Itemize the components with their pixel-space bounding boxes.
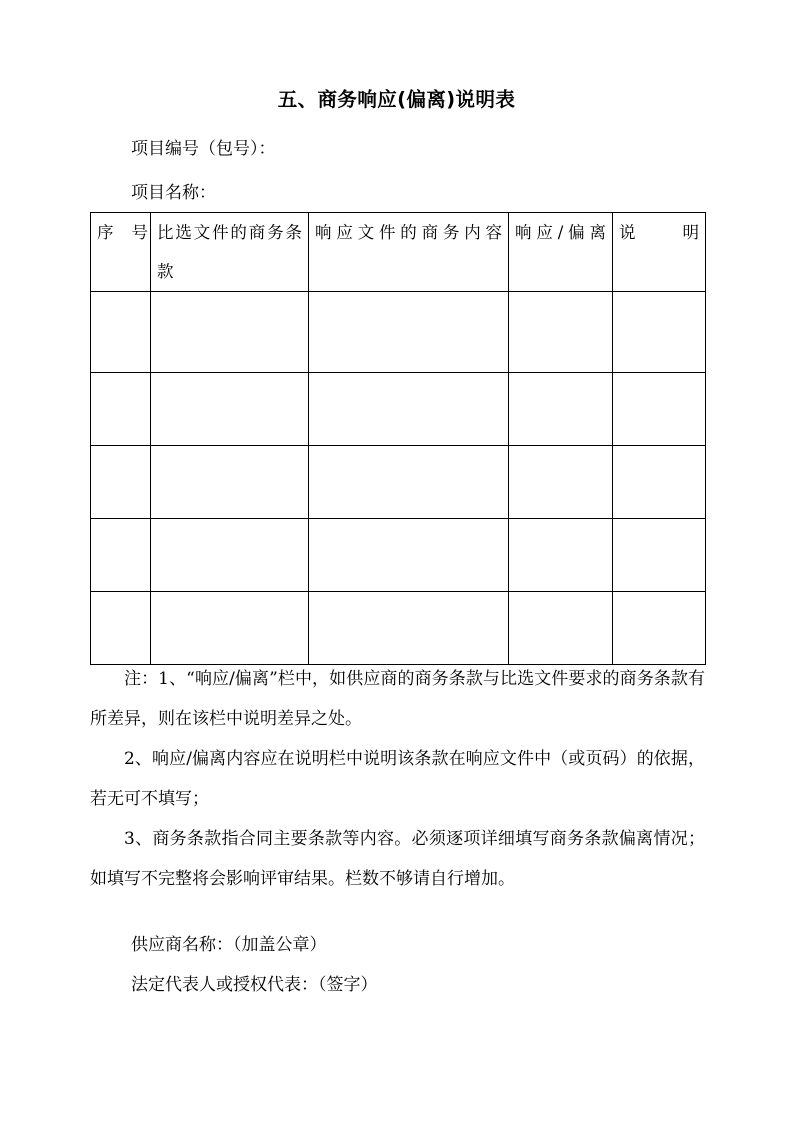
cell-no[interactable]	[91, 292, 151, 373]
cell-content[interactable]	[309, 592, 509, 665]
cell-content[interactable]	[309, 446, 509, 519]
table-header-label-no: 序号	[97, 223, 148, 242]
signature-supplier-name: 供应商名称：（加盖公章）	[131, 935, 327, 955]
signature-legal-representative: 法定代表人或授权代表：（签字）	[131, 975, 378, 995]
note-item-1: 注：1、“响应/偏离”栏中，如供应商的商务条款与比选文件要求的商务条款有所差异，则在该栏中说明差异之处。	[90, 669, 705, 729]
table-row	[91, 292, 706, 373]
table-header-cell-content	[309, 213, 509, 292]
table-row	[91, 446, 706, 519]
cell-note[interactable]	[613, 519, 706, 592]
cell-clause[interactable]	[151, 519, 309, 592]
cell-clause[interactable]	[151, 292, 309, 373]
field-project-number: 项目编号（包号）：	[131, 139, 276, 159]
field-project-name: 项目名称：	[131, 183, 216, 203]
note-item-3: 3、商务条款指合同主要条款等内容。必须逐项详细填写商务条款偏离情况；如填写不完整将会影响评审结果。栏数不够请自行增加。	[90, 829, 705, 889]
cell-clause[interactable]	[151, 592, 309, 665]
cell-note[interactable]	[613, 592, 706, 665]
signature-block	[131, 925, 378, 1005]
table-header-label-deviation: 响应/偏离	[515, 223, 606, 242]
table-row	[91, 373, 706, 446]
cell-deviation[interactable]	[509, 292, 613, 373]
notes-section	[90, 659, 705, 899]
table-header-row	[91, 213, 706, 292]
table-header-cell-deviation	[509, 213, 613, 292]
table-header-label-content: 响应文件的商务内容	[315, 223, 502, 242]
cell-no[interactable]	[91, 592, 151, 665]
cell-no[interactable]	[91, 519, 151, 592]
table-row	[91, 592, 706, 665]
cell-content[interactable]	[309, 373, 509, 446]
page-title: 五、商务响应(偏离)说明表	[277, 88, 516, 111]
cell-content[interactable]	[309, 519, 509, 592]
cell-deviation[interactable]	[509, 446, 613, 519]
table-row	[91, 519, 706, 592]
cell-note[interactable]	[613, 446, 706, 519]
table-header-label-note: 说明	[619, 223, 699, 242]
cell-deviation[interactable]	[509, 519, 613, 592]
cell-note[interactable]	[613, 292, 706, 373]
table-header-cell-note	[613, 213, 706, 292]
deviation-table	[90, 212, 706, 665]
table-header-cell-no	[91, 213, 151, 292]
cell-no[interactable]	[91, 446, 151, 519]
cell-clause[interactable]	[151, 446, 309, 519]
table-header-cell-clause	[151, 213, 309, 292]
cell-note[interactable]	[613, 373, 706, 446]
cell-deviation[interactable]	[509, 373, 613, 446]
cell-content[interactable]	[309, 292, 509, 373]
note-item-2: 2、响应/偏离内容应在说明栏中说明该条款在响应文件中（或页码）的依据，若无可不填写；	[90, 749, 705, 809]
table-header-label-clause: 比选文件的商务条款	[157, 223, 302, 281]
cell-no[interactable]	[91, 373, 151, 446]
cell-clause[interactable]	[151, 373, 309, 446]
cell-deviation[interactable]	[509, 592, 613, 665]
